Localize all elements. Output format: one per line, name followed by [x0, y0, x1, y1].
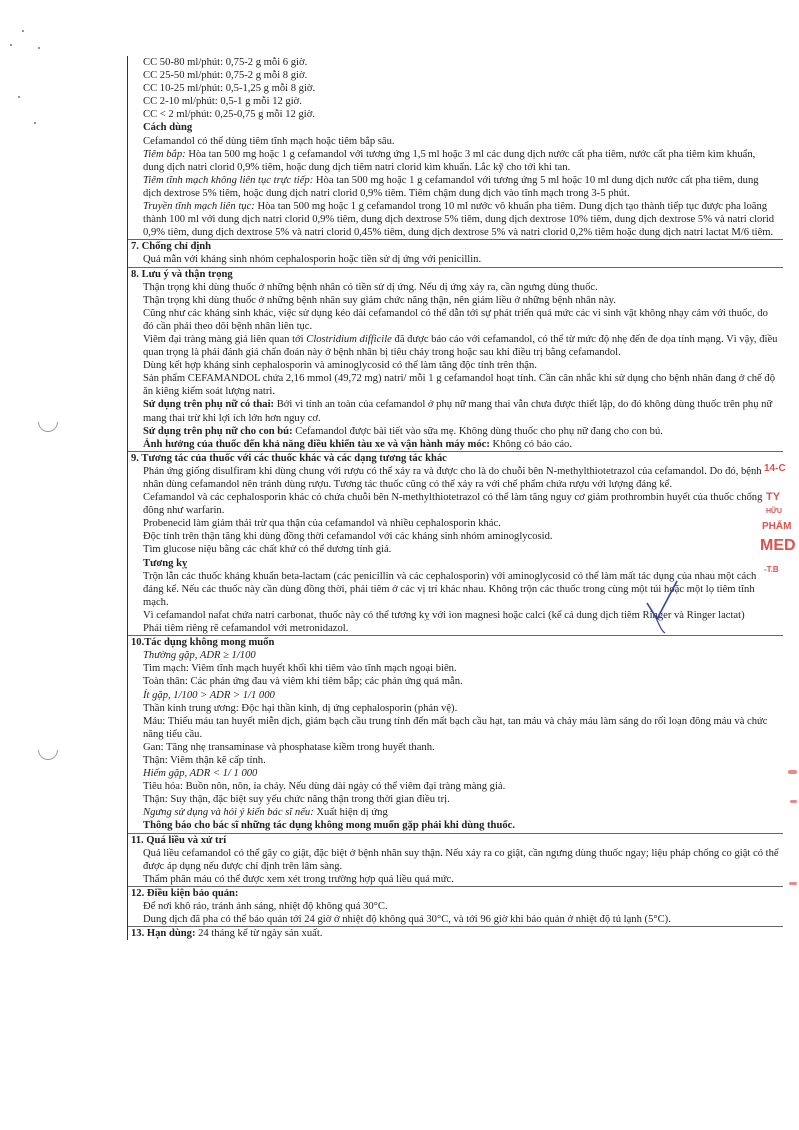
dose-line: CC 10-25 ml/phút: 0,5-1,25 g mỗi 8 giờ. — [143, 83, 316, 95]
cach-dung-heading: Cách dùng — [143, 122, 193, 134]
section-11 — [128, 834, 783, 887]
lactation-text: Cefamandol được bài tiết vào sữa mẹ. Không dùng thuốc cho phụ nữ đang cho con bú. — [292, 425, 663, 437]
section-13 — [128, 927, 783, 940]
paragraph: Để nơi khô ráo, tránh ánh sáng, nhiệt độ không quá 30°C. — [143, 901, 388, 912]
paragraph: Gan: Tăng nhẹ transaminase và phosphatase kiềm trong huyết thanh. — [143, 741, 435, 753]
section-7 — [128, 240, 783, 267]
stamp-smudge — [788, 770, 797, 774]
paragraph: Dung dịch đã pha có thể bảo quản tới 24 giờ ở nhiệt độ không quá 30°C, và tới 96 giờ khi bảo quản ở nhiệt độ tủ lạnh (5°C). — [143, 914, 671, 926]
paragraph: Thận: Viêm thận kẽ cấp tính. — [143, 754, 266, 766]
paragraph: Thẩm phân máu có thể được xem xét trong trường hợp quá liều quá mức. — [143, 873, 454, 885]
paragraph-part: Viêm đại tràng màng giả liên quan tới — [143, 333, 307, 345]
section-10 — [128, 636, 783, 833]
frequency-rare: Hiếm gặp, ADR < 1/ 1 000 — [143, 768, 258, 780]
frequency-common: Thường gặp, ADR ≥ 1/100 — [143, 650, 256, 662]
paragraph: Thận: Suy thận, đặc biệt suy yếu chức năng thận trong thời gian điều trị. — [143, 794, 450, 806]
paragraph: Tim mạch: Viêm tĩnh mạch huyết khối khi tiêm vào tĩnh mạch ngoại biên. — [143, 663, 457, 675]
section-text: Quá mẫn với kháng sinh nhóm cephalosporin hoặc tiền sử dị ứng với penicillin. — [143, 254, 482, 266]
dose-line: CC 2-10 ml/phút: 0,5-1 g mỗi 12 giờ. — [143, 96, 302, 108]
punch-hole-mark — [34, 736, 62, 764]
truyen-text: Hòa tan 500 mg hoặc 1 g cefamandol trong 10 ml nước vô khuẩn pha tiêm. Dung dịch tạo thành tiếp tục được pha loãng thành 100 ml với dung dịch natri clorid 0,9% tiêm, dung dịch dextrose 5% tiêm, dung dịch dextrose 10% tiêm, dung dịch dextrose 5% và natri clorid 0,9% tiêm, dung dịch dextrose 5% và natri clorid 0,45% tiêm, dung dịch dextrose 5% và natri clorid 0,2% tiêm hoặc dung dịch natri lactat M/6 tiêm. — [143, 201, 775, 239]
dose-line: CC < 2 ml/phút: 0,25-0,75 g mỗi 12 giờ. — [143, 109, 315, 121]
paragraph: Tiêu hóa: Buồn nôn, nôn, ỉa chảy. Nếu dùng dài ngày có thể viêm đại tràng màng giả. — [143, 781, 506, 793]
paragraph: Probenecid làm giảm thải trừ qua thận của cefamandol và nhiều cephalosporin khác. — [143, 518, 501, 530]
paragraph-part: đã được báo cáo với cefamandol, có thể từ mức độ nhẹ đến đe dọa tính mạng. Vì vậy, điều quan trọng là phải đánh giá chẩn đoán này ở bệnh nhân bị tiêu chảy trong hoặc sau khi điều trị bằng cefamandol. — [143, 333, 778, 359]
stop-use-paragraph — [131, 806, 779, 819]
paragraph — [131, 333, 779, 359]
paragraph: Thận trọng khi dùng thuốc ở những bệnh nhân suy giảm chức năng thận, nên giảm liều ở những bệnh nhân này. — [143, 294, 616, 306]
section-heading: 9. Tương tác của thuốc với các thuốc khác và các dạng tương tác khác — [131, 452, 447, 464]
tiem-bap-text: Hòa tan 500 mg hoặc 1 g cefamandol với tương ứng 1,5 ml hoặc 3 ml các dung dịch nước cất pha tiêm, nước cất pha tiêm kìm khuẩn, dung dịch natri clorid 0,9% tiêm, hoặc dung dịch tiêm natri clorid kìm khuẩn. Lắc kỹ cho tới khi tan. — [143, 148, 756, 173]
section-heading: 7. Chống chỉ định — [131, 241, 212, 253]
stamp-text: -T.B — [764, 565, 779, 574]
driving-label: Ảnh hưởng của thuốc đến khả năng điều khiển tàu xe và vận hành máy móc: — [143, 438, 490, 450]
section-heading: 13. Hạn dùng: — [131, 928, 196, 940]
tiem-tinh-mach-text: Hòa tan 500 mg hoặc 1 g cefamandol với tương ứng 5 ml hoặc 10 ml dung dịch nước cất pha tiêm, dung dịch dextrose 5% tiêm, hoặc dung dịch natri clorid 0,9% tiêm. Tiêm chậm dung dịch vào tĩnh mạch trong 3-5 phút. — [143, 174, 759, 199]
company-stamp — [752, 455, 799, 605]
check-mark-icon — [643, 575, 683, 635]
stamp-text: HỮU — [766, 508, 782, 515]
paragraph: Thận trọng khi dùng thuốc ở những bệnh nhân có tiền sử dị ứng. Nếu dị ứng xảy ra, cần ngưng dùng thuốc. — [143, 281, 598, 293]
paragraph: Phản ứng giống disulfiram khi dùng chung với rượu có thể xảy ra và được cho là do chuỗi bên N-methylthiotetrazol của cefamandol. Do đó, bệnh nhân dùng cefamandol nên tránh dùng rượu. Tương tác thuốc cũng có thể xảy ra với chế phẩm chứa rượu với lượng đáng kể. — [143, 465, 762, 490]
paragraph: Phải tiêm riêng rẽ cefamandol với metronidazol. — [143, 623, 349, 635]
section-heading: 12. Điều kiện bảo quản: — [131, 887, 239, 899]
tiem-tinh-mach-label: Tiêm tĩnh mạch không liên tục trực tiếp: — [143, 174, 314, 186]
paragraph: Thần kinh trung ương: Độc hại thần kinh, dị ứng cephalosporin (phản vệ). — [143, 702, 458, 714]
paragraph: Trộn lẫn các thuốc kháng khuẩn beta-lactam (các penicillin và các cephalosporin) với aminoglycosid có thể làm mất tác dụng của nhau một cách đáng kể. Nếu các thuốc này cần dùng đồng thời, phải tiêm ở các vị trí khác nhau. Không trộn các thuốc trong cùng một túi hoặc một lọ tiêm tĩnh mạch. — [143, 570, 757, 608]
paragraph: Máu: Thiếu máu tan huyết miễn dịch, giảm bạch cầu trung tính đến mất bạch cầu hạt, tan máu và chảy máu làm sáng do rối loạn đông máu và chức năng tiểu cầu. — [143, 715, 768, 740]
paragraph: Tìm glucose niệu bằng các chất khử có thể dương tính giả. — [143, 544, 392, 556]
stamp-text: 14-C — [764, 463, 786, 474]
driving-paragraph — [131, 438, 779, 451]
truyen-label: Truyền tĩnh mạch liên tục: — [143, 201, 255, 213]
shelf-life-text: 24 tháng kể từ ngày sản xuất. — [195, 928, 323, 940]
organism-name: Clostridium difficile — [306, 333, 392, 345]
document-body — [127, 56, 783, 940]
section-9 — [128, 452, 783, 636]
pregnancy-text: Bởi vì tính an toàn của cefamandol ở phụ nữ mang thai vẫn chưa được thiết lập, do đó không dùng thuốc trên phụ nữ mang thai trừ khi lợi ích lớn hơn nguy cơ. — [143, 399, 773, 424]
paragraph: Dùng kết hợp kháng sinh cephalosporin và aminoglycosid có thể làm tăng độc tính trên thận. — [143, 360, 537, 372]
punch-hole-mark — [34, 408, 62, 436]
section-heading: 11. Quá liều và xử trí — [131, 834, 227, 846]
truyen-paragraph — [131, 200, 779, 239]
section-heading: 8. Lưu ý và thận trọng — [131, 268, 233, 280]
stamp-text: TY — [766, 491, 781, 503]
stop-use-label: Ngưng sử dụng và hỏi ý kiến bác sĩ nếu: — [143, 807, 314, 819]
paragraph: Sản phẩm CEFAMANDOL chứa 2,16 mmol (49,72 mg) natri/ mỗi 1 g cefamandol hoạt tính. Cần cân nhắc khi sử dụng cho bệnh nhân đang ở chế độ ăn kiêng kiểm soát lượng natri. — [143, 373, 775, 398]
paragraph: Toàn thân: Các phản ứng đau và viêm khi tiêm bắp; các phản ứng quá mẫn. — [143, 676, 463, 688]
dose-line: CC 50-80 ml/phút: 0,75-2 g mỗi 6 giờ. — [143, 57, 308, 68]
notify-doctor: Thông báo cho bác sĩ những tác dụng không mong muốn gặp phải khi dùng thuốc. — [143, 820, 515, 832]
section-heading: 10.Tác dụng không mong muốn — [131, 637, 275, 649]
paragraph: Cefamandol và các cephalosporin khác có chứa chuỗi bên N-methylthiotetrazol có thể làm tăng nguy cơ giảm prothrombin huyết của thuốc chống đông như warfarin. — [143, 492, 763, 517]
incompatibility-heading: Tương kỵ — [143, 557, 188, 569]
paragraph: Cũng như các kháng sinh khác, việc sử dụng kéo dài cefamandol có thể dẫn tới sự phát triển quá mức các vi sinh vật không nhạy cảm với thuốc, do đó cần phải theo dõi bệnh nhân liên tục. — [143, 307, 768, 332]
paragraph: Quá liều cefamandol có thể gây co giật, đặc biệt ở bệnh nhân suy thận. Nếu xảy ra co giật, cần ngưng dùng thuốc ngay; liệu pháp chống co giật có thể được áp dụng nếu được chỉ định trên lâm sàng. — [143, 847, 779, 872]
pregnancy-paragraph — [131, 398, 779, 424]
stop-use-text: Xuất hiện dị ứng — [313, 807, 388, 819]
paragraph: Độc tính trên thận tăng khi dùng đồng thời cefamandol với các kháng sinh nhóm aminoglycosid. — [143, 531, 553, 543]
pregnancy-label: Sử dụng trên phụ nữ có thai: — [143, 399, 275, 411]
paragraph: Vì cefamandol nafat chứa natri carbonat, thuốc này có thể tương kỵ với ion magnesi hoặc calci (kể cả dung dịch tiêm Ringer và Ringer lactat) — [143, 609, 745, 621]
section-12 — [128, 887, 783, 927]
frequency-uncommon: Ít gặp, 1/100 > ADR > 1/1 000 — [143, 689, 275, 701]
tiem-tinh-mach-paragraph — [131, 174, 779, 200]
stamp-text: MED — [760, 537, 796, 554]
lactation-paragraph — [131, 425, 779, 438]
tiem-bap-label: Tiêm bắp: — [143, 148, 186, 160]
lactation-label: Sử dụng trên phụ nữ cho con bú: — [143, 425, 293, 437]
stamp-text: PHẨM — [762, 521, 792, 532]
section-8 — [128, 268, 783, 452]
dosage-block — [128, 56, 783, 240]
dose-line: CC 25-50 ml/phút: 0,75-2 g mỗi 8 giờ. — [143, 70, 308, 82]
cach-dung-intro: Cefamandol có thể dùng tiêm tĩnh mạch hoặc tiêm bắp sâu. — [143, 135, 395, 147]
shelf-life — [131, 927, 779, 940]
tiem-bap-paragraph — [131, 148, 779, 174]
stamp-smudge — [789, 882, 797, 885]
driving-text: Không có báo cáo. — [489, 438, 572, 450]
stamp-smudge — [790, 800, 797, 803]
